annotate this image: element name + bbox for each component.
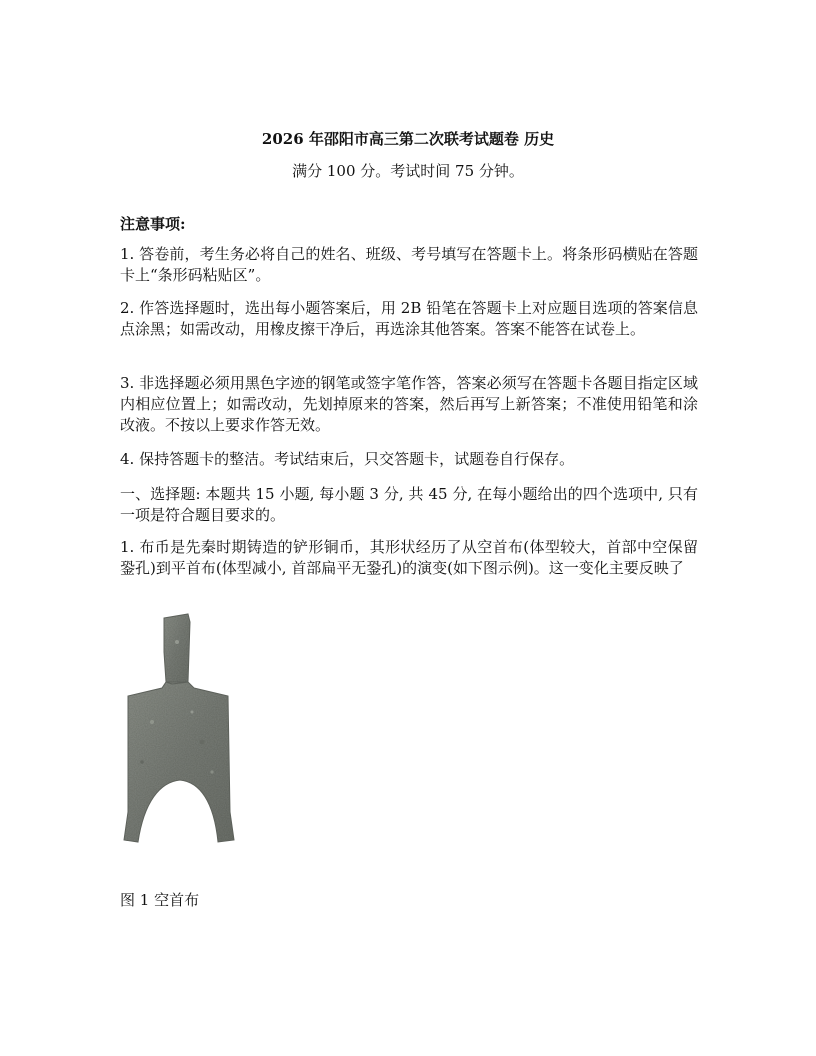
spade-coin-image [122, 612, 237, 844]
notice-item-3: 3. 非选择题必须用黑色字迹的钢笔或签字笔作答，答案必须写在答题卡各题目指定区域内相应位置上；如需改动，先划掉原来的答案，然后再写上新答案；不准使用铅笔和涂改液。不按以上要求作答无效。 [120, 374, 698, 434]
figure-caption: 图 1 空首布 [120, 891, 200, 909]
notice-item-1: 1. 答卷前，考生务必将自己的姓名、班级、考号填写在答题卡上。将条形码横贴在答题卡上“条形码粘贴区”。 [120, 245, 698, 284]
notice-item-2: 2. 作答选择题时，选出每小题答案后，用 2B 铅笔在答题卡上对应题目选项的答案信息点涂黑；如需改动，用橡皮擦干净后，再选涂其他答案。答案不能答在试卷上。 [120, 299, 698, 338]
section-intro: 一、选择题: 本题共 15 小题, 每小题 3 分, 共 45 分, 在每小题给出的四个选项中, 只有一项是符合题目要求的。 [120, 485, 698, 524]
notice-heading: 注意事项: [120, 215, 186, 233]
exam-title: 2026 年邵阳市高三第二次联考试题卷 历史 [261, 130, 555, 148]
notice-item-4: 4. 保持答题卡的整洁。考试结束后，只交答题卡，试题卷自行保存。 [120, 450, 575, 468]
exam-subtitle: 满分 100 分。考试时间 75 分钟。 [292, 162, 524, 180]
question-1-stem: 1. 布币是先秦时期铸造的铲形铜币，其形状经历了从空首布(体型较大，首部中空保留銎孔)到平首布(体型减小, 首部扁平无銎孔)的演变(如下图示例)。这一变化主要反映了 [120, 538, 698, 577]
